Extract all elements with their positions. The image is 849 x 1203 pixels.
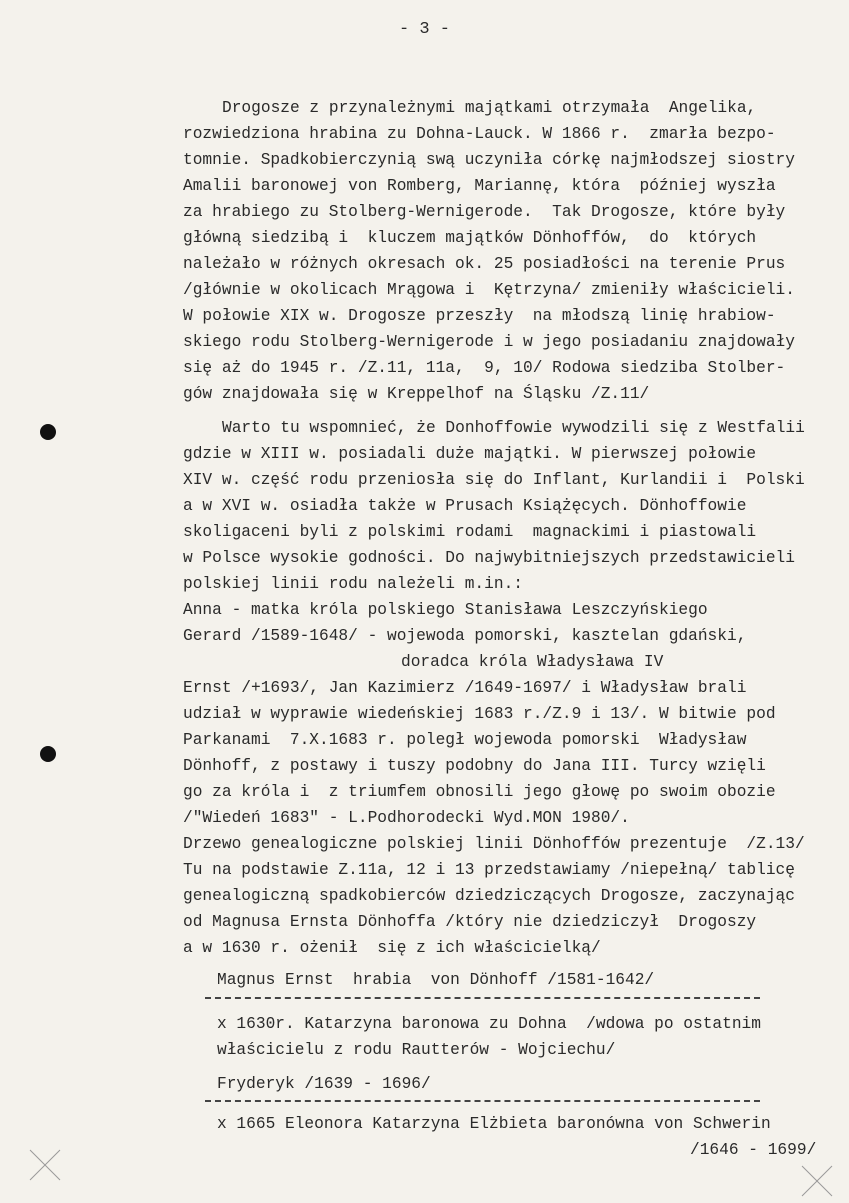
text-line: za hrabiego zu Stolberg-Wernigerode. Tak Drogosze, które były: [183, 203, 786, 221]
text-line: rozwiedziona hrabina zu Dohna-Lauck. W 1866 r. zmarła bezpo-: [183, 125, 776, 143]
text-line: należało w różnych okresach ok. 25 posiadłości na terenie Prus: [183, 255, 786, 273]
text-line: się aż do 1945 r. /Z.11, 11a, 9, 10/ Rodowa siedziba Stolber-: [183, 359, 786, 377]
text-line: doradca króla Władysława IV: [401, 653, 664, 671]
text-line: /głównie w okolicach Mrągowa i Kętrzyna/ zmieniły właścicieli.: [183, 281, 795, 299]
text-line: Anna - matka króla polskiego Stanisława Leszczyńskiego: [183, 601, 708, 619]
punch-hole: [40, 424, 56, 440]
text-line: udział w wyprawie wiedeńskiej 1683 r./Z.9 i 13/. W bitwie pod: [183, 705, 776, 723]
text-line: gów znajdowała się w Kreppelhof na Śląsku /Z.11/: [183, 385, 650, 403]
punch-hole: [40, 746, 56, 762]
cross-mark-icon: [800, 1164, 834, 1198]
dashed-divider: [205, 997, 760, 999]
text-line: Drzewo genealogiczne polskiej linii Dönhoffów prezentuje /Z.13/: [183, 835, 805, 853]
text-line: gdzie w XIII w. posiadali duże majątki. W pierwszej połowie: [183, 445, 757, 463]
genealogy-entry: właścicielu z rodu Rautterów - Wojciechu/: [217, 1041, 616, 1059]
text-line: Amalii baronowej von Romberg, Mariannę, która później wyszła: [183, 177, 776, 195]
genealogy-entry: x 1630r. Katarzyna baronowa zu Dohna /wdowa po ostatnim: [217, 1015, 761, 1033]
text-line: a w XVI w. osiadła także w Prusach Książęcych. Dönhoffowie: [183, 497, 747, 515]
text-line: skiego rodu Stolberg-Wernigerode i w jego posiadaniu znajdowały: [183, 333, 795, 351]
text-line: /"Wiedeń 1683" - L.Podhorodecki Wyd.MON 1980/.: [183, 809, 630, 827]
cross-mark-icon: [28, 1148, 62, 1182]
text-line: genealogiczną spadkobierców dziedziczących Drogosze, zaczynając: [183, 887, 795, 905]
text-line: tomnie. Spadkobierczynią swą uczyniła córkę najmłodszej siostry: [183, 151, 795, 169]
text-line: a w 1630 r. ożenił się z ich właścicielką/: [183, 939, 601, 957]
text-line: XIV w. część rodu przeniosła się do Inflant, Kurlandii i Polski: [183, 471, 805, 489]
text-line: główną siedzibą i kluczem majątków Dönhoffów, do których: [183, 229, 757, 247]
genealogy-entry: Fryderyk /1639 - 1696/: [217, 1075, 431, 1093]
text-line: w Polsce wysokie godności. Do najwybitniejszych przedstawicieli: [183, 549, 795, 567]
text-line: Dönhoff, z postawy i tuszy podobny do Jana III. Turcy wzięli: [183, 757, 766, 775]
text-line: Warto tu wspomnieć, że Donhoffowie wywodzili się z Westfalii: [222, 419, 805, 437]
genealogy-entry: /1646 - 1699/: [690, 1141, 817, 1159]
dashed-divider: [205, 1100, 760, 1102]
text-line: od Magnusa Ernsta Dönhoffa /który nie dziedziczył Drogoszy: [183, 913, 757, 931]
genealogy-entry: x 1665 Eleonora Katarzyna Elżbieta baronówna von Schwerin: [217, 1115, 771, 1133]
genealogy-entry: Magnus Ernst hrabia von Dönhoff /1581-1642/: [217, 971, 655, 989]
text-line: go za króla i z triumfem obnosili jego głowę po swoim obozie: [183, 783, 776, 801]
page-number: - 3 -: [398, 20, 450, 39]
text-line: Gerard /1589-1648/ - wojewoda pomorski, kasztelan gdański,: [183, 627, 747, 645]
text-line: Ernst /+1693/, Jan Kazimierz /1649-1697/ i Władysław brali: [183, 679, 747, 697]
text-line: W połowie XIX w. Drogosze przeszły na młodszą linię hrabiow-: [183, 307, 776, 325]
text-line: Drogosze z przynależnymi majątkami otrzymała Angelika,: [222, 99, 757, 117]
text-line: polskiej linii rodu należeli m.in.:: [183, 575, 523, 593]
text-line: Tu na podstawie Z.11a, 12 i 13 przedstawiamy /niepełną/ tablicę: [183, 861, 795, 879]
text-line: Parkanami 7.X.1683 r. poległ wojewoda pomorski Władysław: [183, 731, 747, 749]
text-line: skoligaceni byli z polskimi rodami magnackimi i piastowali: [183, 523, 757, 541]
